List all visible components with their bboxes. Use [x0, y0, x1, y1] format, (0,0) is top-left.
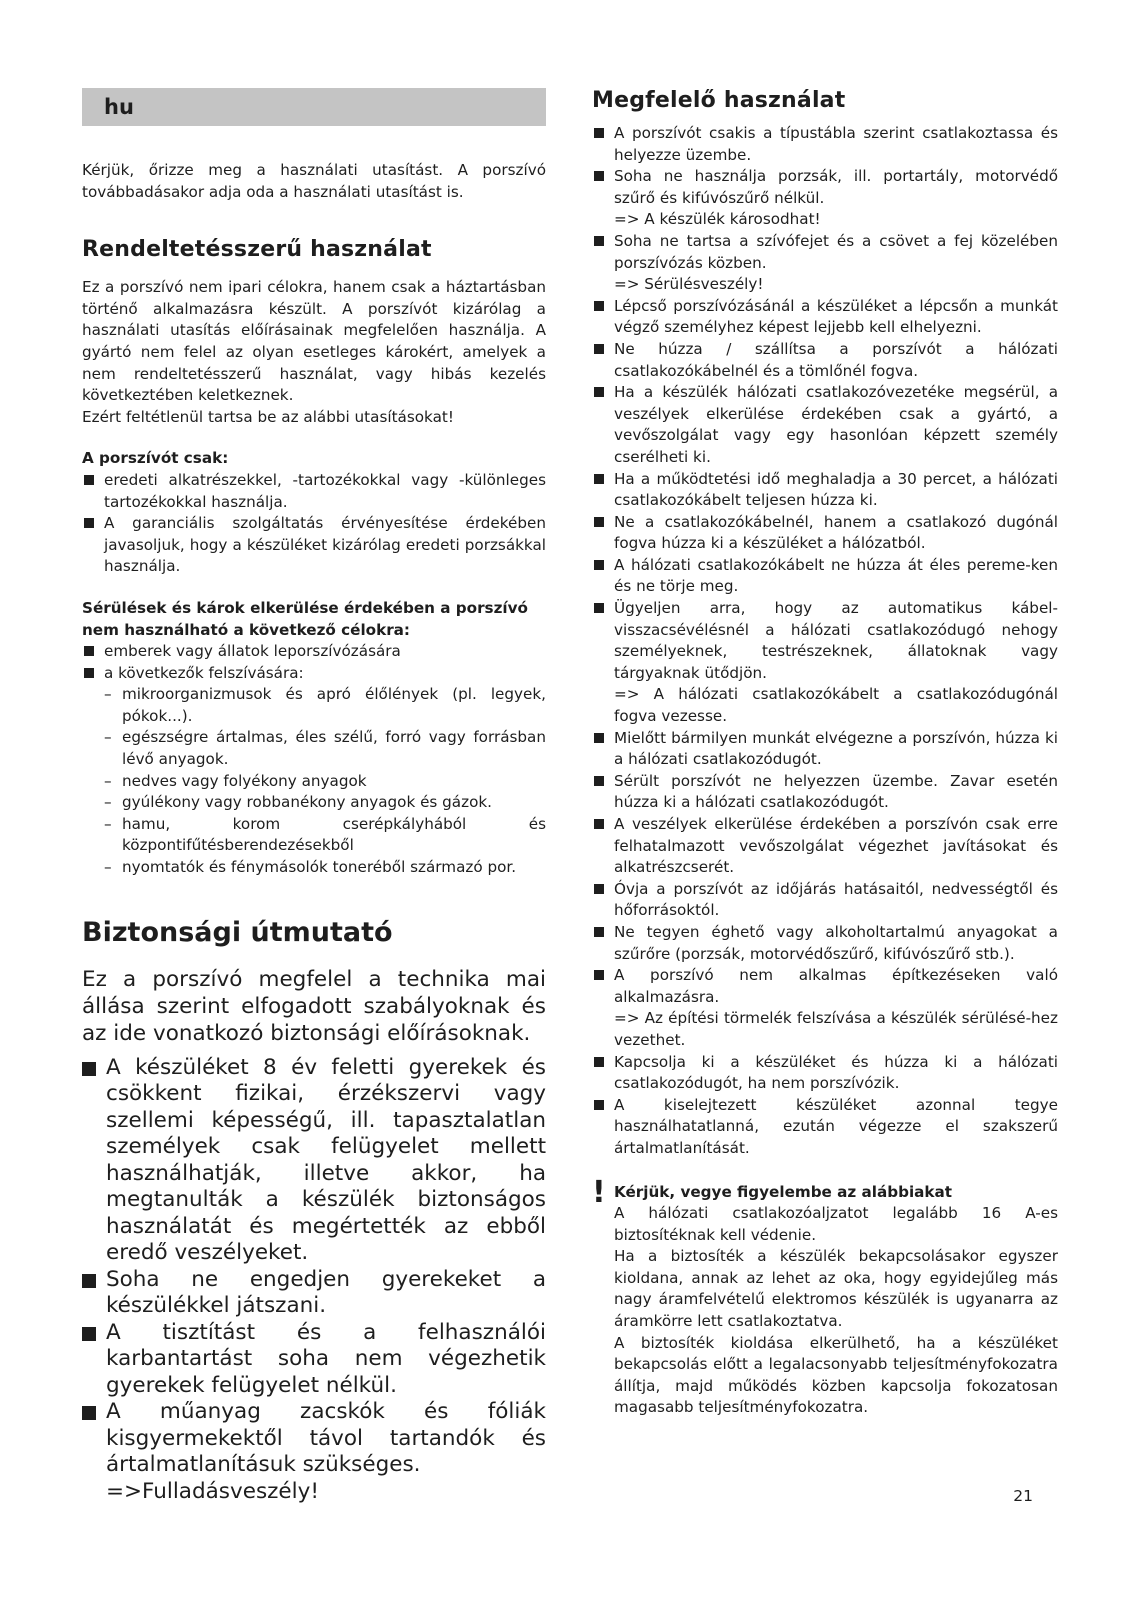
- proper-use-list: [592, 123, 1058, 1160]
- sub-list-item: – egészségre ártalmas, éles szélű, forró vagy forrásban lévő anyagok.: [104, 727, 546, 770]
- list-item: [592, 231, 1058, 296]
- list-item: [592, 814, 1058, 879]
- proper-use-heading: Megfelelő használat: [592, 88, 846, 113]
- list-item-text: A porszívót csakis a típustábla szerint csatlakoztassa és helyezze üzembe.: [614, 124, 1058, 164]
- list-item: [592, 879, 1058, 922]
- sub-list-item: – mikroorganizmusok és apró élőlények (pl. legyek, pókok...).: [104, 684, 546, 727]
- attention-text-1: A hálózati csatlakozóaljzatot legalább 16 A-es biztosítéknak kell védenie.: [614, 1204, 1058, 1244]
- list-item: A készüléket 8 év feletti gyerekek és csökkent fizikai, érzékszervi vagy szellemi képességű, ill. tapasztalatlan személyek csak felügyelet mellett használhatják, illetve akkor, ha megtanulták a készülék biztonságos használatát és megértették az ebből eredő veszélyeket.: [82, 1055, 546, 1267]
- list-item-text: Soha ne tartsa a szívófejet és a csövet a fej közelében porszívózás közben.: [614, 231, 1058, 272]
- right-column: [592, 88, 1058, 1419]
- list-item-text: Ha a működtetési idő meghaladja a 30 percet, a hálózati csatlakozókábelt teljesen húzza ki.: [614, 469, 1058, 510]
- safety-heading: Biztonsági útmutató: [82, 916, 393, 948]
- list-item: [592, 922, 1058, 965]
- list-item: A garanciális szolgáltatás érvényesítése érdekében javasoljuk, hogy a készüléket kizárólag eredeti porzsákkal használja.: [82, 513, 546, 578]
- list-item: [592, 123, 1058, 166]
- list-item-text: Ha a készülék hálózati csatlakozóvezetéke megsérül, a veszélyek elkerülése érdekében csak a gyártó, a vevőszolgálat vagy egy hasonlóan képzett személy cserélheti ki.: [614, 383, 1058, 466]
- list-item-text: Soha ne használja porzsák, ill. portartály, motorvédő szűrő és kifúvószűrő nélkül.: [614, 167, 1058, 207]
- list-item-text: A veszélyek elkerülése érdekében a porszívón csak erre felhatalmazott vevőszolgálat végezhet javításokat és alkatrészcserét.: [614, 815, 1058, 877]
- list-item: [82, 1399, 546, 1505]
- list-item-note: => Az építési törmelék felszívása a készülék sérülésé-hez vezethet.: [614, 1009, 1058, 1049]
- list-item: eredeti alkatrészekkel, -tartozékokkal vagy -különleges tartozékokkal használja.: [82, 470, 546, 513]
- sub-list-item: – nyomtatók és fénymásolók toneréből származó por.: [104, 857, 546, 879]
- intended-use-body: Ez a porszívó nem ipari célokra, hanem csak a háztartásban történő alkalmazásra készült. A porszívót kizárólag a használati utasítás előírásainak megfelelően használja. A gyártó nem felel az olyan esetleges károkért, amelyek a nem rendeltetésszerű használat, vagy hibás kezelés következtében keletkeznek.: [82, 278, 546, 405]
- list-item-text: A műanyag zacskók és fóliák kisgyermekektől távol tartandók és ártalmatlanításuk szükséges.: [106, 1399, 546, 1478]
- intended-use-heading: Rendeltetésszerű használat: [82, 237, 432, 263]
- only-heading: A porszívót csak:: [82, 449, 229, 468]
- only-list: [82, 470, 546, 578]
- list-item: [82, 663, 546, 685]
- attention-text-3: A biztosíték kioldása elkerülhető, ha a készüléket bekapcsolás előtt a legalacsonyabb teljesítményfokozatra állítja, majd működés közben kapcsolja fokozatosan magasabb teljesítményfokozatra.: [614, 1333, 1058, 1417]
- not-use-heading: Sérülések és károk elkerülése érdekében a porszívó nem használható a következő célokra:: [82, 598, 528, 639]
- list-item-note: => Sérülésveszély!: [614, 275, 764, 294]
- list-item: [592, 1052, 1058, 1095]
- list-item: [592, 728, 1058, 771]
- list-item: emberek vagy állatok leporszívózására: [82, 641, 546, 663]
- list-item-text: Sérült porszívót ne helyezzen üzembe. Zavar esetén húzza ki a hálózati csatlakozódugót.: [614, 771, 1058, 812]
- sub-list-item: – gyúlékony vagy robbanékony anyagok és gázok.: [104, 792, 546, 814]
- list-item: [592, 469, 1058, 512]
- list-item: [592, 296, 1058, 339]
- attention-box: [592, 1174, 1058, 1420]
- list-item-text: Ne húzza / szállítsa a porszívót a hálózati csatlakozókábelnél és a tömlőnél fogva.: [614, 339, 1058, 380]
- list-item: [592, 771, 1058, 814]
- intro-text: Kérjük, őrizze meg a használati utasítást. A porszívó továbbadásakor adja oda a használati utasítást is.: [82, 161, 546, 201]
- list-item: [592, 382, 1058, 468]
- list-item-text: Ne tegyen éghető vagy alkoholtartalmú anyagokat a szűrőre (porzsák, motorvédőszűrő, kifúvószűrő stb.).: [614, 922, 1058, 963]
- list-item-text: Kapcsolja ki a készüléket és húzza ki a hálózati csatlakozódugót, ha nem porszívózik.: [614, 1052, 1058, 1093]
- language-bar: [82, 88, 546, 126]
- attention-title: Kérjük, vegye figyelembe az alábbiakat: [614, 1182, 953, 1201]
- list-item-text: Lépcső porszívózásánál a készüléket a lépcsőn a munkát végző személyhez képest lejjebb kell elhelyezni.: [614, 296, 1058, 337]
- list-item-text: Óvja a porszívót az időjárás hatásaitól, nedvességtől és hőforrásoktól.: [614, 879, 1058, 920]
- language-code: hu: [104, 95, 134, 119]
- exclamation-icon: !: [592, 1174, 606, 1210]
- not-use-list: [82, 641, 546, 684]
- sub-list: [82, 684, 546, 878]
- list-item: Soha ne engedjen gyerekeket a készülékkel játszani.: [82, 1267, 546, 1320]
- list-item: [592, 512, 1058, 555]
- list-item: [592, 166, 1058, 231]
- list-item-note: => A készülék károsodhat!: [614, 210, 821, 229]
- page-number: 21: [1013, 1487, 1033, 1505]
- list-item-text: A kiselejtezett készüléket azonnal tegye használhatatlanná, ezután végezze el szakszerű ártalmatlanítását.: [614, 1095, 1058, 1157]
- list-item: [592, 965, 1058, 1051]
- left-column: [82, 88, 546, 1505]
- list-item-text: Mielőtt bármilyen munkát elvégezne a porszívón, húzza ki a hálózati csatlakozódugót.: [614, 728, 1058, 769]
- intended-use-body2: Ezért feltétlenül tartsa be az alábbi utasításokat!: [82, 407, 454, 426]
- attention-text-2: Ha a biztosíték a készülék bekapcsolásakor egyszer kioldana, annak az lehet az oka, hogy egyidejűleg más nagy áramfelvételű elektromos készülék is ugyanarra az áramkörre lett csatlakoztatva.: [614, 1247, 1058, 1331]
- suffocation-warning: =>Fulladásveszély!: [106, 1478, 319, 1504]
- list-item: [592, 1095, 1058, 1160]
- list-item: [592, 555, 1058, 598]
- list-item-note: => A hálózati csatlakozókábelt a csatlakozódugónál fogva vezesse.: [614, 685, 1058, 726]
- list-item: [592, 598, 1058, 728]
- safety-list: [82, 1055, 546, 1506]
- safety-lead: Ez a porszívó megfelel a technika mai állása szerint elfogadott szabályoknak és az ide vonatkozó biztonsági előírásoknak.: [82, 966, 546, 1046]
- sub-list-item: – nedves vagy folyékony anyagok: [104, 771, 546, 793]
- list-item-text: A hálózati csatlakozókábelt ne húzza át éles pereme-ken és ne törje meg.: [614, 555, 1058, 596]
- list-item-text: Ne a csatlakozókábelnél, hanem a csatlakozó dugónál fogva húzza ki a készüléket a hálózatból.: [614, 512, 1058, 553]
- sub-list-item: – hamu, korom cserépkályhából és központifűtésberendezésekből: [104, 814, 546, 857]
- list-item-text: Ügyeljen arra, hogy az automatikus kábel-visszacsévélésnél a hálózati csatlakozódugó nehogy személyeknek, testrészeknek, állatoknak vagy tárgyaknak ütődjön.: [614, 599, 1058, 682]
- list-item: [592, 339, 1058, 382]
- list-item: A tisztítást és a felhasználói karbantartást soha nem végezhetik gyerekek felügyelet nélkül.: [82, 1320, 546, 1400]
- list-item-text: A porszívó nem alkalmas építkezéseken való alkalmazásra.: [614, 966, 1058, 1006]
- list-item-text: a következők felszívására:: [104, 663, 304, 682]
